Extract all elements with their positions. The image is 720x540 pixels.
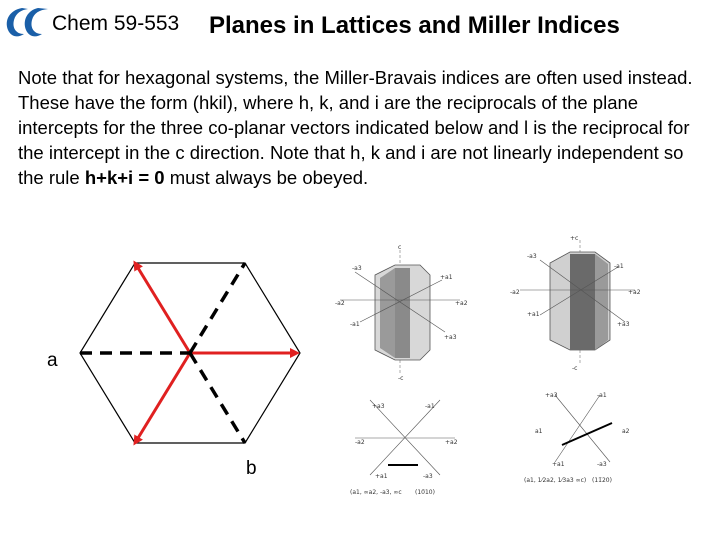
plan-right-caption-left: (a1, 1⁄2a2, 1⁄3a3 ∞c): [524, 477, 587, 484]
plan-left-a3-label: +a3: [372, 403, 385, 410]
plan-right-a3-label: +a3: [545, 392, 558, 399]
prism-right: [510, 235, 641, 372]
prism-left-a1-label: +a1: [440, 274, 453, 281]
prism-right-a3-label: -a3: [527, 253, 537, 260]
prism-right-a1-pos-label: +a1: [527, 311, 540, 318]
plan-right-mid-right-label: a2: [622, 428, 630, 435]
plan-left-a2-left-label: -a2: [355, 439, 365, 446]
plan-right-mid-left-label: a1: [535, 428, 543, 435]
plan-left: [350, 400, 458, 496]
prism-right-top-label: +c: [570, 235, 579, 242]
prism-right-a2-left-label: -a2: [510, 289, 520, 296]
prism-right-bottom-label: -c: [572, 365, 578, 372]
prism-left-a1-neg-label: -a1: [350, 321, 360, 328]
prism-right-a3-pos-label: +a3: [617, 321, 630, 328]
prism-right-a2-right-label: +a2: [628, 289, 641, 296]
prism-left-a2-left-label: -a2: [335, 300, 345, 307]
plan-right: [524, 392, 630, 484]
plan-left-caption-right: (10̄10): [415, 489, 435, 496]
plan-left-a1-label: -a1: [425, 403, 435, 410]
plan-left-a3-neg-label: -a3: [423, 473, 433, 480]
prism-left-a3-pos-label: +a3: [444, 334, 457, 341]
plan-left-caption-left: (a1, ∞a2, -a3, ∞c: [350, 489, 402, 496]
course-code: Chem 59-553: [52, 12, 180, 35]
plan-left-a2-right-label: +a2: [445, 439, 458, 446]
prism-left-a2-right-label: +a2: [455, 300, 468, 307]
prism-left: [335, 244, 468, 382]
page-title: Planes in Lattices and Miller Indices: [209, 12, 620, 39]
axis-a-label: a: [47, 350, 58, 371]
body-text-after: must always be obeyed.: [164, 167, 369, 188]
plan-right-a1-label: -a1: [597, 392, 607, 399]
prism-left-top-label: c: [398, 244, 402, 251]
prism-left-a3-label: -a3: [352, 265, 362, 272]
prism-right-a1-label: -a1: [614, 263, 624, 270]
prism-left-bottom-label: -c: [398, 375, 404, 382]
plan-right-a3-neg-label: -a3: [597, 461, 607, 468]
body-text-before: Note that for hexagonal systems, the Miller-Bravais indices are often used instead. These have the form (hkil), where h, k, and i are the reciprocals of the plane intercepts for the three co-planar vectors indicated below and l is the reciprocal for the intercept in the c direction. Note that h, k and i are not linearly independent so the rule: [18, 67, 693, 188]
axis-b-label: b: [246, 458, 257, 479]
plan-right-caption-right: (11̄20): [592, 477, 612, 484]
body-rule: h+k+i = 0: [84, 167, 165, 188]
plan-right-a1-pos-label: +a1: [552, 461, 565, 468]
plan-left-a1-pos-label: +a1: [375, 473, 388, 480]
